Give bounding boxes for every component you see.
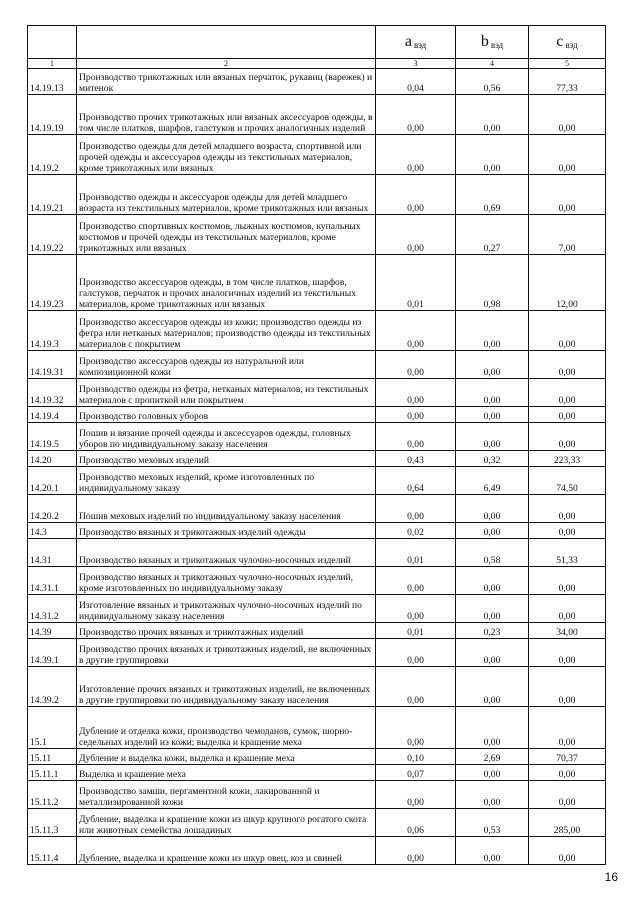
okved-code-cell: 15.11.4 — [28, 837, 77, 865]
okved-code-cell: 14.31.1 — [28, 567, 77, 595]
activity-name-cell: Выделка и крашение меха — [77, 765, 376, 781]
coef-c-cell: 0,00 — [529, 523, 606, 539]
coef-b-cell: 0,00 — [456, 765, 529, 781]
coef-b-cell: 0,00 — [456, 135, 529, 175]
coef-b-cell: 0,00 — [456, 639, 529, 667]
table-row — [28, 255, 606, 311]
column-index-cell: 4 — [456, 59, 529, 69]
activity-name-cell: Производство замши, пергаментной кожи, лакированной и металлизированной кожи — [77, 781, 376, 809]
coef-c-cell: 0,00 — [529, 707, 606, 749]
activity-name-cell: Дубление и отделка кожи, производство чемоданов, сумок, шорно-седельных изделий из кожи; выделка и крашение меха — [77, 707, 376, 749]
okved-code-cell: 14.19.19 — [28, 95, 77, 135]
coef-a-cell: 0,02 — [376, 523, 456, 539]
coef-c-cell: 0,00 — [529, 135, 606, 175]
table-row — [28, 69, 606, 95]
coef-a-cell: 0,00 — [376, 95, 456, 135]
okved-code-cell: 14.31 — [28, 539, 77, 567]
table-row — [28, 809, 606, 837]
coef-b-cell: 0,00 — [456, 423, 529, 451]
coef-a-cell: 0,10 — [376, 749, 456, 765]
table-row — [28, 135, 606, 175]
column-index-cell: 5 — [529, 59, 606, 69]
coef-b-cell: 0,00 — [456, 311, 529, 351]
coefficients-table — [27, 25, 606, 865]
coef-c-cell: 0,00 — [529, 567, 606, 595]
coef-b-cell: 0,56 — [456, 69, 529, 95]
activity-name-cell: Производство прочих вязаных и трикотажных изделий — [77, 623, 376, 639]
coef-b-cell: 0,32 — [456, 451, 529, 467]
activity-name-cell: Производство аксессуаров одежды из натуральной или композиционной кожи — [77, 351, 376, 379]
table-row — [28, 175, 606, 215]
table-row — [28, 379, 606, 407]
activity-name-cell: Дубление, выделка и крашение кожи из шкур овец, коз и свиней — [77, 837, 376, 865]
coef-c-cell: 51,33 — [529, 539, 606, 567]
coef-a-cell: 0,00 — [376, 639, 456, 667]
okved-code-cell: 15.1 — [28, 707, 77, 749]
coef-c-cell: 0,00 — [529, 765, 606, 781]
coef-c-cell: 223,33 — [529, 451, 606, 467]
coef-c-cell: 0,00 — [529, 175, 606, 215]
coef-a-cell: 0,64 — [376, 467, 456, 495]
coef-b-cell: 0,00 — [456, 595, 529, 623]
okved-code-cell: 14.19.3 — [28, 311, 77, 351]
okved-code-cell: 14.39 — [28, 623, 77, 639]
coef-b-cell: 0,00 — [456, 667, 529, 707]
okved-code-cell: 15.11.3 — [28, 809, 77, 837]
coef-b-cell: 0,27 — [456, 215, 529, 255]
coef-b-cell: 0,98 — [456, 255, 529, 311]
table-row — [28, 407, 606, 423]
okved-code-cell: 14.39.2 — [28, 667, 77, 707]
coef-b-cell: 0,23 — [456, 623, 529, 639]
table-row — [28, 95, 606, 135]
table-row — [28, 749, 606, 765]
activity-name-cell: Производство трикотажных или вязаных перчаток, рукавиц (варежек) и митенок — [77, 69, 376, 95]
coef-c-cell: 0,00 — [529, 667, 606, 707]
coef-c-cell: 12,00 — [529, 255, 606, 311]
table-row — [28, 495, 606, 523]
coef-c-cell: 7,00 — [529, 215, 606, 255]
okved-code-cell: 14.19.21 — [28, 175, 77, 215]
coef-c-cell: 0,00 — [529, 595, 606, 623]
okved-code-cell: 14.19.4 — [28, 407, 77, 423]
column-index-cell: 1 — [28, 59, 77, 69]
okved-code-cell: 14.19.22 — [28, 215, 77, 255]
coef-a-cell: 0,00 — [376, 595, 456, 623]
header-c-sub: вэд — [565, 39, 578, 50]
activity-name-cell: Пошив меховых изделий по индивидуальному заказу населения — [77, 495, 376, 523]
coef-c-cell: 0,00 — [529, 495, 606, 523]
activity-name-cell: Производство аксессуаров одежды из кожи; производство одежды из фетра или нетканых материалов; производство одежды из текстильных материалов с покрытием — [77, 311, 376, 351]
coef-a-cell: 0,00 — [376, 351, 456, 379]
activity-name-cell: Производство прочих трикотажных или вязаных аксессуаров одежды, в том числе платков, шарфов, галстуков и прочих аналогичных изделий — [77, 95, 376, 135]
coef-a-cell: 0,01 — [376, 623, 456, 639]
coef-b-cell: 0,00 — [456, 781, 529, 809]
coef-c-cell: 34,00 — [529, 623, 606, 639]
okved-code-cell: 14.19.5 — [28, 423, 77, 451]
coef-a-cell: 0,00 — [376, 423, 456, 451]
table-row — [28, 765, 606, 781]
page-number: 16 — [604, 870, 618, 884]
okved-code-cell: 14.20.1 — [28, 467, 77, 495]
coef-c-cell: 0,00 — [529, 407, 606, 423]
activity-name-cell: Производство вязаных и трикотажных чулочно-носочных изделий, кроме изготовленных по индивидуальному заказу — [77, 567, 376, 595]
activity-name-cell: Производство одежды для детей младшего возраста, спортивной или прочей одежды и аксессуаров одежды из текстильных материалов, кроме трикотажных или вязаных — [77, 135, 376, 175]
okved-code-cell: 14.3 — [28, 523, 77, 539]
coef-c-cell: 0,00 — [529, 95, 606, 135]
okved-code-cell: 15.11 — [28, 749, 77, 765]
table-row — [28, 523, 606, 539]
coef-a-cell: 0,04 — [376, 69, 456, 95]
header-cell-empty-1 — [28, 26, 77, 59]
okved-code-cell: 15.11.1 — [28, 765, 77, 781]
coef-a-cell: 0,00 — [376, 495, 456, 523]
table-row — [28, 567, 606, 595]
coef-b-cell: 0,58 — [456, 539, 529, 567]
header-b-letter: b — [480, 32, 489, 50]
coef-a-cell: 0,07 — [376, 765, 456, 781]
activity-name-cell: Производство вязаных и трикотажных чулочно-носочных изделий — [77, 539, 376, 567]
okved-code-cell: 14.19.32 — [28, 379, 77, 407]
activity-name-cell: Производство аксессуаров одежды, в том числе платков, шарфов, галстуков, перчаток и прочих аналогичных изделий из текстильных материалов, кроме трикотажных или вязаных — [77, 255, 376, 311]
table-header-row — [28, 26, 606, 59]
column-index-cell: 3 — [376, 59, 456, 69]
coef-c-cell: 285,00 — [529, 809, 606, 837]
header-cell-b — [456, 26, 529, 59]
activity-name-cell: Производство меховых изделий — [77, 451, 376, 467]
coef-b-cell: 0,00 — [456, 351, 529, 379]
coef-c-cell: 0,00 — [529, 639, 606, 667]
coef-a-cell: 0,06 — [376, 809, 456, 837]
coef-a-cell: 0,00 — [376, 781, 456, 809]
table-row — [28, 639, 606, 667]
coef-a-cell: 0,43 — [376, 451, 456, 467]
coef-a-cell: 0,00 — [376, 667, 456, 707]
coef-a-cell: 0,00 — [376, 707, 456, 749]
coef-c-cell: 77,33 — [529, 69, 606, 95]
coef-c-cell: 70,37 — [529, 749, 606, 765]
coef-a-cell: 0,00 — [376, 407, 456, 423]
header-a-letter: a — [404, 32, 412, 50]
activity-name-cell: Производство одежды и аксессуаров одежды для детей младшего возраста из текстильных материалов, кроме трикотажных или вязаных — [77, 175, 376, 215]
activity-name-cell: Изготовление прочих вязаных и трикотажных изделий, не включенных в другие группировки по индивидуальному заказу населения — [77, 667, 376, 707]
coef-a-cell: 0,00 — [376, 379, 456, 407]
activity-name-cell: Производство вязаных и трикотажных изделий одежды — [77, 523, 376, 539]
okved-code-cell: 15.11.2 — [28, 781, 77, 809]
coef-c-cell: 0,00 — [529, 379, 606, 407]
table-row — [28, 215, 606, 255]
column-index-cell: 2 — [77, 59, 376, 69]
table-row — [28, 423, 606, 451]
coef-a-cell: 0,00 — [376, 175, 456, 215]
coef-b-cell: 0,53 — [456, 809, 529, 837]
header-cell-c — [529, 26, 606, 59]
header-cell-empty-2 — [77, 26, 376, 59]
okved-code-cell: 14.20 — [28, 451, 77, 467]
table-row — [28, 311, 606, 351]
coef-a-cell: 0,01 — [376, 539, 456, 567]
coef-b-cell: 0,00 — [456, 837, 529, 865]
activity-name-cell: Производство прочих вязаных и трикотажных изделий, не включенных в другие группировки — [77, 639, 376, 667]
table-row — [28, 539, 606, 567]
activity-name-cell: Дубление и выделка кожи, выделка и крашение меха — [77, 749, 376, 765]
activity-name-cell: Производство меховых изделий, кроме изготовленных по индивидуальному заказу — [77, 467, 376, 495]
activity-name-cell: Производство спортивных костюмов, лыжных костюмов, купальных костюмов и прочей одежды из текстильных материалов, кроме трикотажных или вязаных — [77, 215, 376, 255]
okved-code-cell: 14.19.13 — [28, 69, 77, 95]
coef-b-cell: 0,00 — [456, 95, 529, 135]
coef-a-cell: 0,00 — [376, 567, 456, 595]
activity-name-cell: Пошив и вязание прочей одежды и аксессуаров одежды, головных уборов по индивидуальному заказу населения — [77, 423, 376, 451]
table-row — [28, 467, 606, 495]
okved-code-cell: 14.31.2 — [28, 595, 77, 623]
table-row — [28, 451, 606, 467]
coef-b-cell: 0,00 — [456, 523, 529, 539]
table-row — [28, 707, 606, 749]
header-cell-a — [376, 26, 456, 59]
okved-code-cell: 14.19.2 — [28, 135, 77, 175]
okved-code-cell: 14.19.31 — [28, 351, 77, 379]
coef-b-cell: 0,00 — [456, 379, 529, 407]
coef-b-cell: 0,69 — [456, 175, 529, 215]
coef-c-cell: 0,00 — [529, 311, 606, 351]
coef-c-cell: 74,50 — [529, 467, 606, 495]
okved-code-cell: 14.19.23 — [28, 255, 77, 311]
coef-c-cell: 0,00 — [529, 351, 606, 379]
table-row — [28, 623, 606, 639]
header-c-letter: c — [556, 32, 564, 50]
coef-a-cell: 0,00 — [376, 311, 456, 351]
table-row — [28, 595, 606, 623]
table-row — [28, 351, 606, 379]
table-row — [28, 837, 606, 865]
table-row — [28, 781, 606, 809]
coef-b-cell: 2,69 — [456, 749, 529, 765]
activity-name-cell: Изготовление вязаных и трикотажных чулочно-носочных изделий по индивидуальному заказу населения — [77, 595, 376, 623]
activity-name-cell: Дубление, выделка и крашение кожи из шкур крупного рогатого скота или животных семейства лошадиных — [77, 809, 376, 837]
coef-a-cell: 0,00 — [376, 215, 456, 255]
activity-name-cell: Производство головных уборов — [77, 407, 376, 423]
coef-c-cell: 0,00 — [529, 781, 606, 809]
coef-a-cell: 0,00 — [376, 837, 456, 865]
coef-a-cell: 0,01 — [376, 255, 456, 311]
coef-c-cell: 0,00 — [529, 837, 606, 865]
coef-b-cell: 0,00 — [456, 495, 529, 523]
column-index-row — [28, 59, 606, 69]
table-row — [28, 667, 606, 707]
header-a-sub: вэд — [413, 39, 427, 50]
coef-a-cell: 0,00 — [376, 135, 456, 175]
coef-b-cell: 0,00 — [456, 707, 529, 749]
okved-code-cell: 14.39.1 — [28, 639, 77, 667]
activity-name-cell: Производство одежды из фетра, нетканых материалов, из текстильных материалов с пропиткой или покрытием — [77, 379, 376, 407]
okved-code-cell: 14.20.2 — [28, 495, 77, 523]
coef-b-cell: 0,00 — [456, 407, 529, 423]
coef-b-cell: 0,00 — [456, 567, 529, 595]
header-b-sub: вэд — [490, 39, 504, 50]
coef-c-cell: 0,00 — [529, 423, 606, 451]
coef-b-cell: 6,49 — [456, 467, 529, 495]
